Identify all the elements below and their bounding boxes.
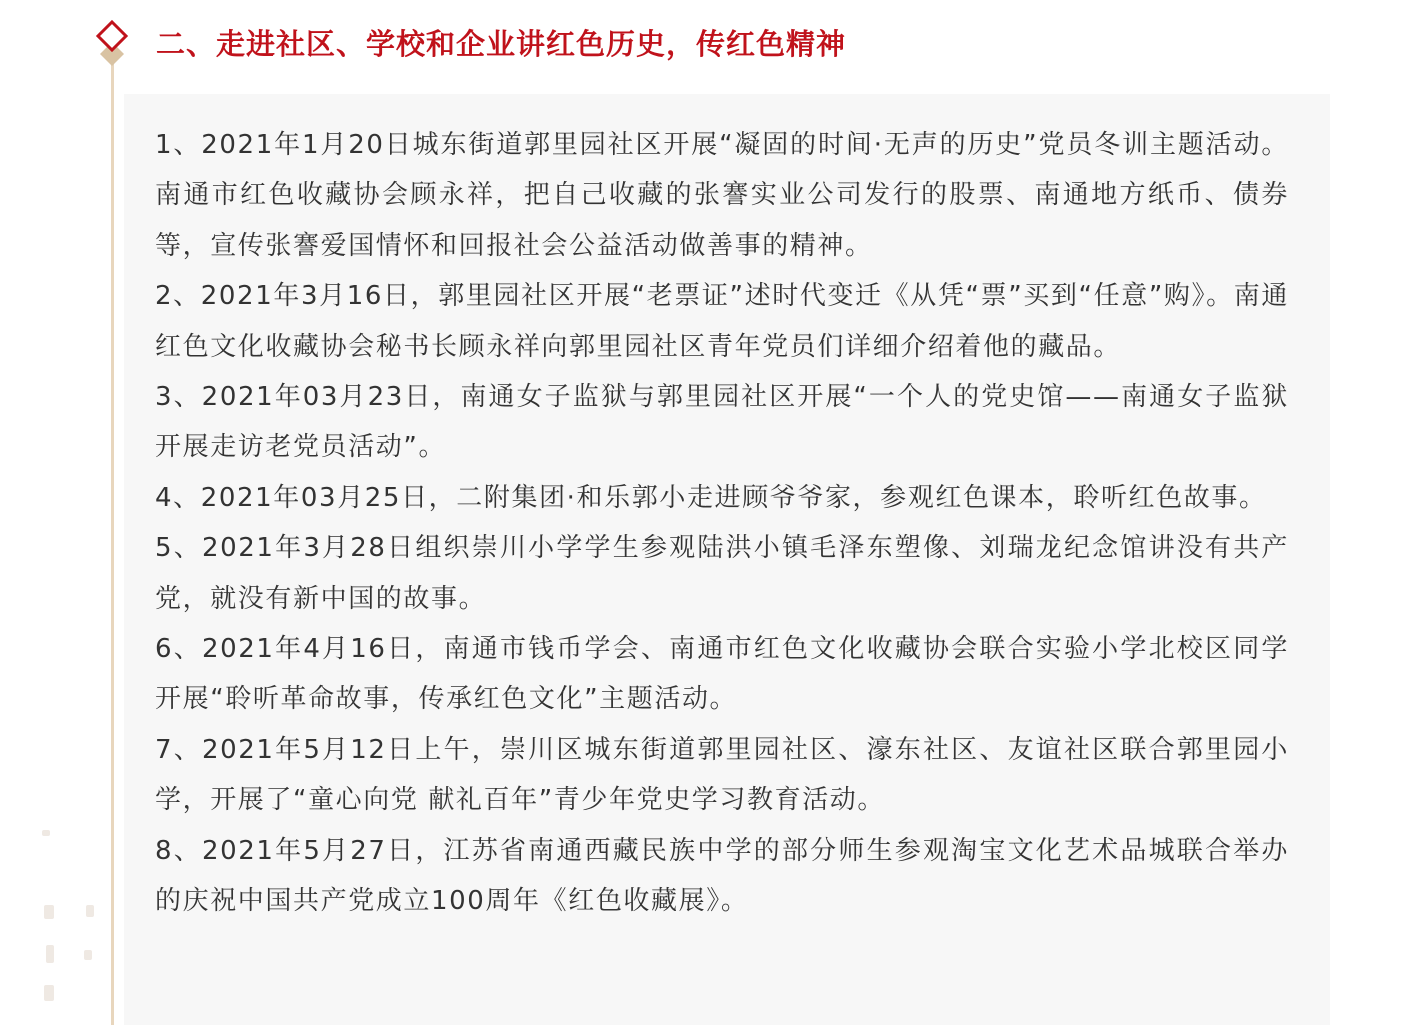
list-item: 3、2021年03月23日，南通女子监狱与郭里园社区开展“一个人的党史馆——南通女子监狱开展走访老党员活动”。 bbox=[155, 382, 1289, 463]
background-decoration bbox=[86, 905, 94, 917]
section-heading: 二、走进社区、学校和企业讲红色历史，传红色精神 bbox=[156, 27, 847, 61]
list-item: 1、2021年1月20日城东街道郭里园社区开展“凝固的时间·无声的历史”党员冬训主题活动。南通市红色收藏协会顾永祥，把自己收藏的张謇实业公司发行的股票、南通地方纸币、债券等，宣传张謇爱国情怀和回报社会公益活动做善事的精神。 bbox=[155, 130, 1289, 261]
background-decoration bbox=[42, 830, 50, 836]
background-decoration bbox=[44, 905, 54, 919]
list-item: 2、2021年3月16日，郭里园社区开展“老票证”述时代变迁《从凭“票”买到“任意”购》。南通红色文化收藏协会秘书长顾永祥向郭里园社区青年党员们详细介绍着他的藏品。 bbox=[155, 281, 1289, 362]
background-decoration bbox=[46, 945, 54, 963]
timeline-line bbox=[111, 58, 114, 1025]
list-item: 8、2021年5月27日，江苏省南通西藏民族中学的部分师生参观淘宝文化艺术品城联合举办的庆祝中国共产党成立100周年《红色收藏展》。 bbox=[155, 835, 1289, 917]
list-item: 4、2021年03月25日，二附集团·和乐郭小走进顾爷爷家，参观红色课本，聆听红色故事。 bbox=[155, 482, 1267, 513]
background-decoration bbox=[44, 985, 54, 1001]
list-item: 5、2021年3月28日组织崇川小学学生参观陆洪小镇毛泽东塑像、刘瑞龙纪念馆讲没有共产党，就没有新中国的故事。 bbox=[155, 533, 1289, 614]
activity-list bbox=[155, 120, 1289, 927]
list-item: 6、2021年4月16日，南通市钱币学会、南通市红色文化收藏协会联合实验小学北校区同学开展“聆听革命故事，传承红色文化”主题活动。 bbox=[155, 634, 1289, 715]
background-decoration bbox=[84, 950, 92, 960]
diamond-marker-icon bbox=[94, 18, 130, 66]
list-item: 7、2021年5月12日上午，崇川区城东街道郭里园社区、濠东社区、友谊社区联合郭里园小学，开展了“童心向党 献礼百年”青少年党史学习教育活动。 bbox=[155, 734, 1289, 816]
